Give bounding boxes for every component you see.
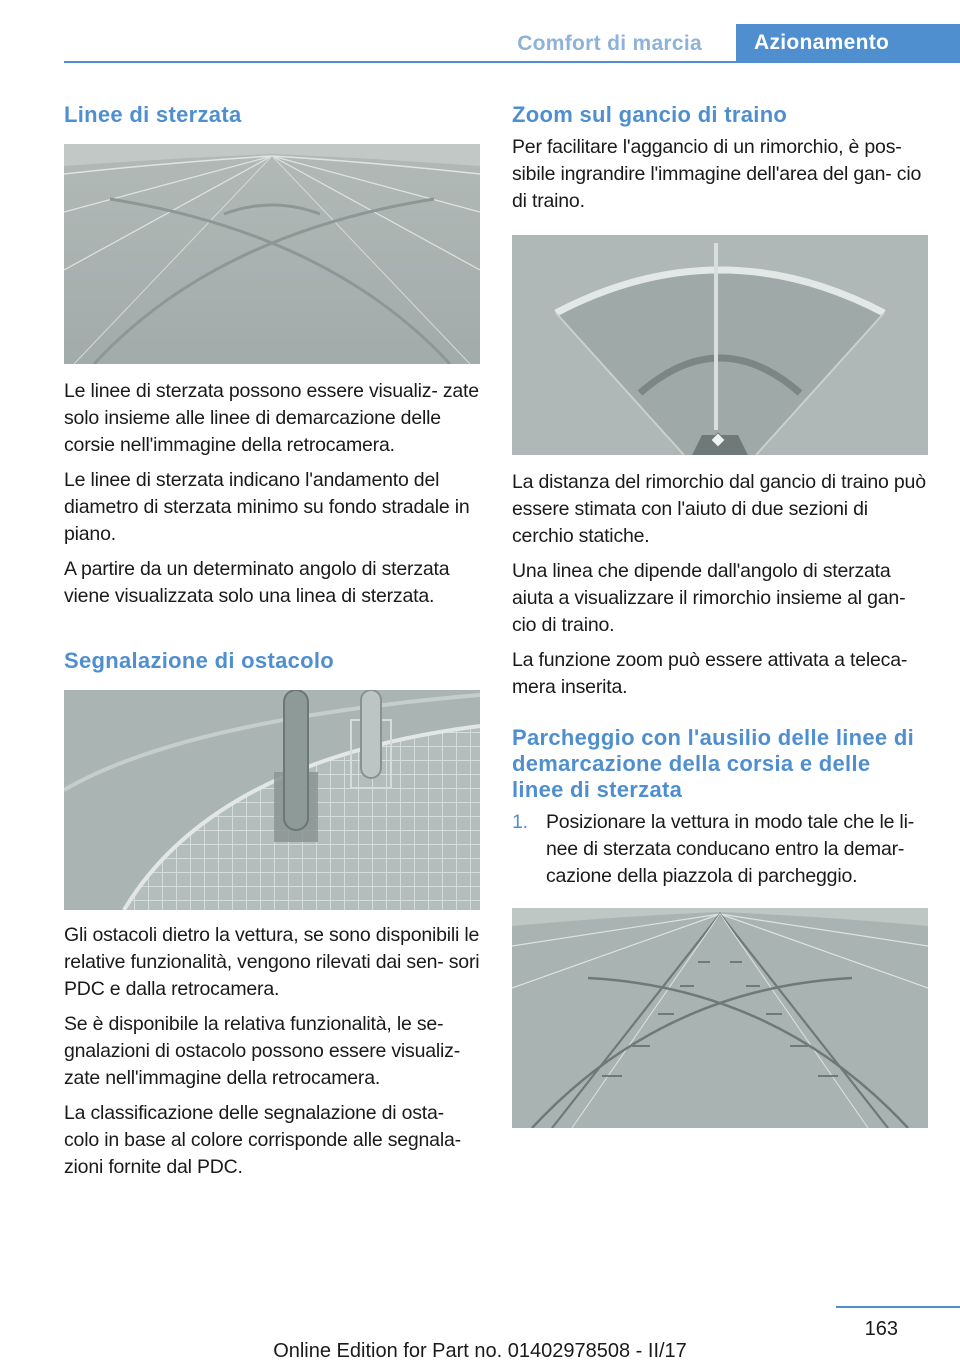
section-heading-hitch-zoom: Zoom sul gancio di traino — [512, 102, 788, 127]
footer-rule — [836, 1306, 960, 1308]
paragraph: Le linee di sterzata possono essere visualiz‐ zate solo insieme alle linee di demarcazione delle corsie nell'immagine della retrocamera. — [64, 380, 479, 456]
steps-list — [512, 809, 928, 890]
left-column — [64, 102, 480, 1181]
section-heading-steering-lines: Linee di sterzata — [64, 102, 242, 127]
paragraph: Le linee di sterzata indicano l'andamento del diametro di sterzata minimo su fondo stradale in piano. — [64, 469, 470, 545]
hitch-zoom-image — [512, 235, 928, 455]
steering-lines-image — [64, 144, 480, 364]
paragraph: La funzione zoom può essere attivata a teleca‐ mera inserita. — [512, 649, 908, 698]
edition-footer: Online Edition for Part no. 01402978508 - II/17 — [273, 1340, 687, 1362]
paragraph: Se è disponibile la relativa funzionalità, le se‐ gnalazioni di ostacolo possono essere visualiz‐ zate nell'immagine della retrocamera. — [64, 1013, 460, 1089]
step-number: 1. — [512, 811, 528, 833]
page-number: 163 — [864, 1318, 898, 1340]
chapter-tab: Azionamento — [736, 24, 960, 62]
right-column — [512, 102, 928, 1128]
paragraph: La classificazione delle segnalazione di osta‐ colo in base al colore corrisponde alle segnala‐ zioni fornite dal PDC. — [64, 1102, 461, 1178]
parking-lines-image — [512, 908, 928, 1128]
paragraph: A partire da un determinato angolo di sterzata viene visualizzata solo una linea di sterzata. — [64, 558, 450, 607]
list-item — [512, 809, 928, 890]
paragraph: Una linea che dipende dall'angolo di sterzata aiuta a visualizzare il rimorchio insieme al gan‐ cio di traino. — [512, 560, 906, 636]
obstacle-markers-image — [64, 690, 480, 910]
paragraph: Per facilitare l'aggancio di un rimorchio, è pos‐ sibile ingrandire l'immagine dell'area del gan‐ cio di traino. — [512, 136, 922, 212]
paragraph: La distanza del rimorchio dal gancio di traino può essere stimata con l'aiuto di due sezioni di cerchio statiche. — [512, 471, 926, 547]
step-text: Posizionare la vettura in modo tale che le li‐ nee di sterzata conducano entro la demar‐ cazione della piazzola di parcheggio. — [546, 811, 914, 887]
section-tab: Comfort di marcia — [517, 32, 702, 55]
paragraph: Gli ostacoli dietro la vettura, se sono disponibili le relative funzionalità, vengono rilevati dai sen‐ sori PDC e dalla retrocamera. — [64, 924, 480, 1000]
section-heading-obstacle: Segnalazione di ostacolo — [64, 648, 335, 673]
section-heading-parking: Parcheggio con l'ausilio delle linee di demarcazione della corsia e delle linee di sterzata — [512, 725, 915, 802]
